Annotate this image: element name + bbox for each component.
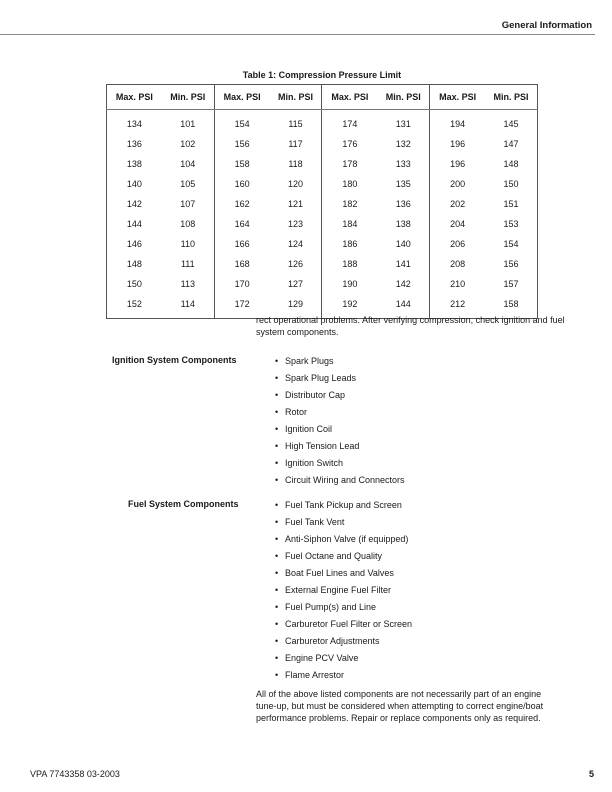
max-psi-cell: 212 (430, 294, 485, 319)
max-psi-cell: 166 (214, 234, 269, 254)
list-item-text: Fuel Tank Vent (285, 517, 345, 527)
max-psi-cell: 182 (322, 194, 377, 214)
max-psi-cell: 204 (430, 214, 485, 234)
max-psi-cell: 150 (126, 279, 142, 289)
fuel-components-list (275, 499, 413, 686)
list-item-text: Anti-Siphon Valve (if equipped) (285, 534, 409, 544)
list-item (275, 567, 412, 584)
table-row (107, 194, 538, 214)
list-item-text: External Engine Fuel Filter (285, 585, 392, 595)
document-id: VPA 7743358 03-2003 (30, 769, 120, 779)
max-psi-cell: 200 (430, 174, 485, 194)
column-header: Max. PSI (107, 85, 162, 110)
min-psi-cell: 136 (395, 199, 411, 209)
bullet-icon: • (275, 568, 279, 578)
min-psi-cell: 126 (288, 259, 304, 269)
min-psi-cell: 113 (180, 279, 195, 289)
list-item (275, 406, 405, 423)
max-psi-cell: 148 (126, 259, 142, 269)
list-item-text: Boat Fuel Lines and Valves (285, 568, 394, 578)
min-psi-cell: 105 (180, 179, 196, 189)
bullet-icon: • (275, 356, 279, 366)
column-header: Max. PSI (214, 85, 269, 110)
list-item-text: Circuit Wiring and Connectors (285, 475, 405, 485)
max-psi-cell: 192 (322, 294, 377, 319)
list-item (275, 635, 412, 652)
list-item-text: Flame Arrestor (285, 670, 345, 680)
max-psi-cell: 174 (322, 110, 377, 135)
max-psi-cell: 138 (126, 159, 142, 169)
bullet-icon: • (275, 602, 279, 612)
min-psi-cell: 108 (180, 219, 196, 229)
bullet-icon: • (275, 551, 279, 561)
column-header: Max. PSI (322, 85, 377, 110)
min-psi-cell: 156 (503, 259, 519, 269)
max-psi-cell: 158 (214, 154, 269, 174)
bullet-icon: • (275, 670, 279, 680)
intro-paragraph: rect operational problems. After verifying compression, check ignition and fuel system components. (256, 315, 565, 337)
min-psi-cell: 121 (288, 199, 304, 209)
min-psi-cell: 107 (180, 199, 196, 209)
list-item-text: Rotor (285, 407, 308, 417)
table-header-row (107, 85, 538, 110)
min-psi-cell: 127 (288, 279, 304, 289)
bullet-icon: • (275, 619, 279, 629)
bullet-icon: • (275, 500, 279, 510)
bullet-icon: • (275, 636, 279, 646)
min-psi-cell: 158 (503, 299, 519, 309)
list-item-text: Fuel Octane and Quality (285, 551, 383, 561)
table-row (107, 274, 538, 294)
header-divider (0, 34, 595, 35)
max-psi-cell: 184 (322, 214, 377, 234)
min-psi-cell: 115 (288, 119, 303, 129)
table-row (107, 110, 538, 135)
ignition-section-label: Ignition System Components (112, 355, 237, 365)
list-item (275, 516, 412, 533)
list-item (275, 499, 412, 516)
bullet-icon: • (275, 475, 279, 485)
header-title: General Information (501, 20, 592, 31)
bullet-icon: • (275, 534, 279, 544)
max-psi-cell: 152 (126, 299, 142, 309)
min-psi-cell: 153 (503, 219, 519, 229)
min-psi-cell: 132 (395, 139, 411, 149)
table-row (107, 174, 538, 194)
table-row (107, 154, 538, 174)
list-item-text: Ignition Switch (285, 458, 344, 468)
max-psi-cell: 186 (322, 234, 377, 254)
max-psi-cell: 142 (126, 199, 142, 209)
max-psi-cell: 172 (214, 294, 269, 319)
min-psi-cell: 151 (503, 199, 519, 209)
list-item (275, 372, 405, 389)
min-psi-cell: 104 (180, 159, 196, 169)
table-row (107, 214, 538, 234)
min-psi-cell: 150 (503, 179, 519, 189)
min-psi-cell: 120 (288, 179, 304, 189)
column-header: Min. PSI (162, 85, 214, 110)
list-item (275, 618, 413, 635)
min-psi-cell: 145 (503, 119, 519, 129)
ignition-components-list (275, 355, 405, 491)
max-psi-cell: 170 (214, 274, 269, 294)
min-psi-cell: 124 (288, 239, 304, 249)
max-psi-cell: 210 (430, 274, 485, 294)
min-psi-cell: 123 (288, 219, 304, 229)
column-header: Max. PSI (430, 85, 485, 110)
max-psi-cell: 180 (322, 174, 377, 194)
max-psi-cell: 196 (430, 154, 485, 174)
min-psi-cell: 114 (180, 299, 195, 309)
max-psi-cell: 178 (322, 154, 377, 174)
min-psi-cell: 129 (288, 299, 304, 309)
max-psi-cell: 202 (430, 194, 485, 214)
min-psi-cell: 101 (180, 119, 196, 129)
min-psi-cell: 135 (395, 179, 411, 189)
min-psi-cell: 148 (503, 159, 519, 169)
min-psi-cell: 117 (288, 139, 303, 149)
bullet-icon: • (275, 585, 279, 595)
max-psi-cell: 176 (322, 134, 377, 154)
max-psi-cell: 162 (214, 194, 269, 214)
min-psi-cell: 147 (503, 139, 519, 149)
list-item-text: Carburetor Adjustments (285, 636, 380, 646)
min-psi-cell: 144 (395, 299, 411, 309)
table-row (107, 134, 538, 154)
list-item (275, 584, 412, 601)
min-psi-cell: 138 (395, 219, 411, 229)
max-psi-cell: 136 (126, 139, 142, 149)
list-item (275, 669, 412, 686)
max-psi-cell: 146 (126, 239, 142, 249)
min-psi-cell: 111 (180, 259, 195, 269)
max-psi-cell: 160 (214, 174, 269, 194)
list-item (275, 389, 405, 406)
max-psi-cell: 190 (322, 274, 377, 294)
min-psi-cell: 102 (180, 139, 196, 149)
list-item-text: Fuel Pump(s) and Line (285, 602, 377, 612)
min-psi-cell: 133 (395, 159, 411, 169)
max-psi-cell: 168 (214, 254, 269, 274)
max-psi-cell: 134 (126, 119, 142, 129)
bullet-icon: • (275, 441, 279, 451)
list-item-text: Carburetor Fuel Filter or Screen (285, 619, 413, 629)
bullet-icon: • (275, 653, 279, 663)
min-psi-cell: 154 (503, 239, 519, 249)
bullet-icon: • (275, 517, 279, 527)
bullet-icon: • (275, 458, 279, 468)
fuel-section-label: Fuel System Components (128, 499, 239, 509)
closing-paragraph: All of the above listed components are not necessarily part of an engine tune-up, but must be considered when attempting to correct engine/boat performance problems. Repair or replace components only as required. (256, 689, 544, 723)
max-psi-cell: 194 (430, 110, 485, 135)
max-psi-cell: 208 (430, 254, 485, 274)
max-psi-cell: 140 (126, 179, 142, 189)
bullet-icon: • (275, 407, 279, 417)
list-item (275, 355, 405, 372)
compression-pressure-table (106, 84, 538, 319)
bullet-icon: • (275, 424, 279, 434)
column-header: Min. PSI (377, 85, 429, 110)
max-psi-cell: 206 (430, 234, 485, 254)
list-item-text: Ignition Coil (285, 424, 333, 434)
min-psi-cell: 141 (395, 259, 411, 269)
list-item-text: Spark Plugs (285, 356, 334, 366)
bullet-icon: • (275, 373, 279, 383)
max-psi-cell: 196 (430, 134, 485, 154)
list-item (275, 423, 405, 440)
list-item-text: Fuel Tank Pickup and Screen (285, 500, 402, 510)
column-header: Min. PSI (270, 85, 322, 110)
bullet-icon: • (275, 390, 279, 400)
list-item (275, 457, 405, 474)
min-psi-cell: 142 (395, 279, 411, 289)
max-psi-cell: 154 (214, 110, 269, 135)
list-item-text: Spark Plug Leads (285, 373, 357, 383)
page-number: 5 (588, 769, 594, 779)
list-item (275, 474, 405, 491)
min-psi-cell: 140 (395, 239, 411, 249)
column-header: Min. PSI (485, 85, 537, 110)
max-psi-cell: 188 (322, 254, 377, 274)
list-item (275, 550, 412, 567)
table-row (107, 254, 538, 274)
list-item (275, 601, 412, 618)
list-item-text: Distributor Cap (285, 390, 346, 400)
table-caption: Table 1: Compression Pressure Limit (242, 70, 402, 80)
max-psi-cell: 144 (126, 219, 142, 229)
min-psi-cell: 131 (395, 119, 411, 129)
min-psi-cell: 118 (288, 159, 303, 169)
list-item-text: High Tension Lead (285, 441, 360, 451)
table-row (107, 234, 538, 254)
list-item (275, 440, 405, 457)
max-psi-cell: 156 (214, 134, 269, 154)
list-item-text: Engine PCV Valve (285, 653, 359, 663)
min-psi-cell: 110 (180, 239, 195, 249)
min-psi-cell: 157 (503, 279, 519, 289)
list-item (275, 652, 412, 669)
list-item (275, 533, 412, 550)
max-psi-cell: 164 (214, 214, 269, 234)
